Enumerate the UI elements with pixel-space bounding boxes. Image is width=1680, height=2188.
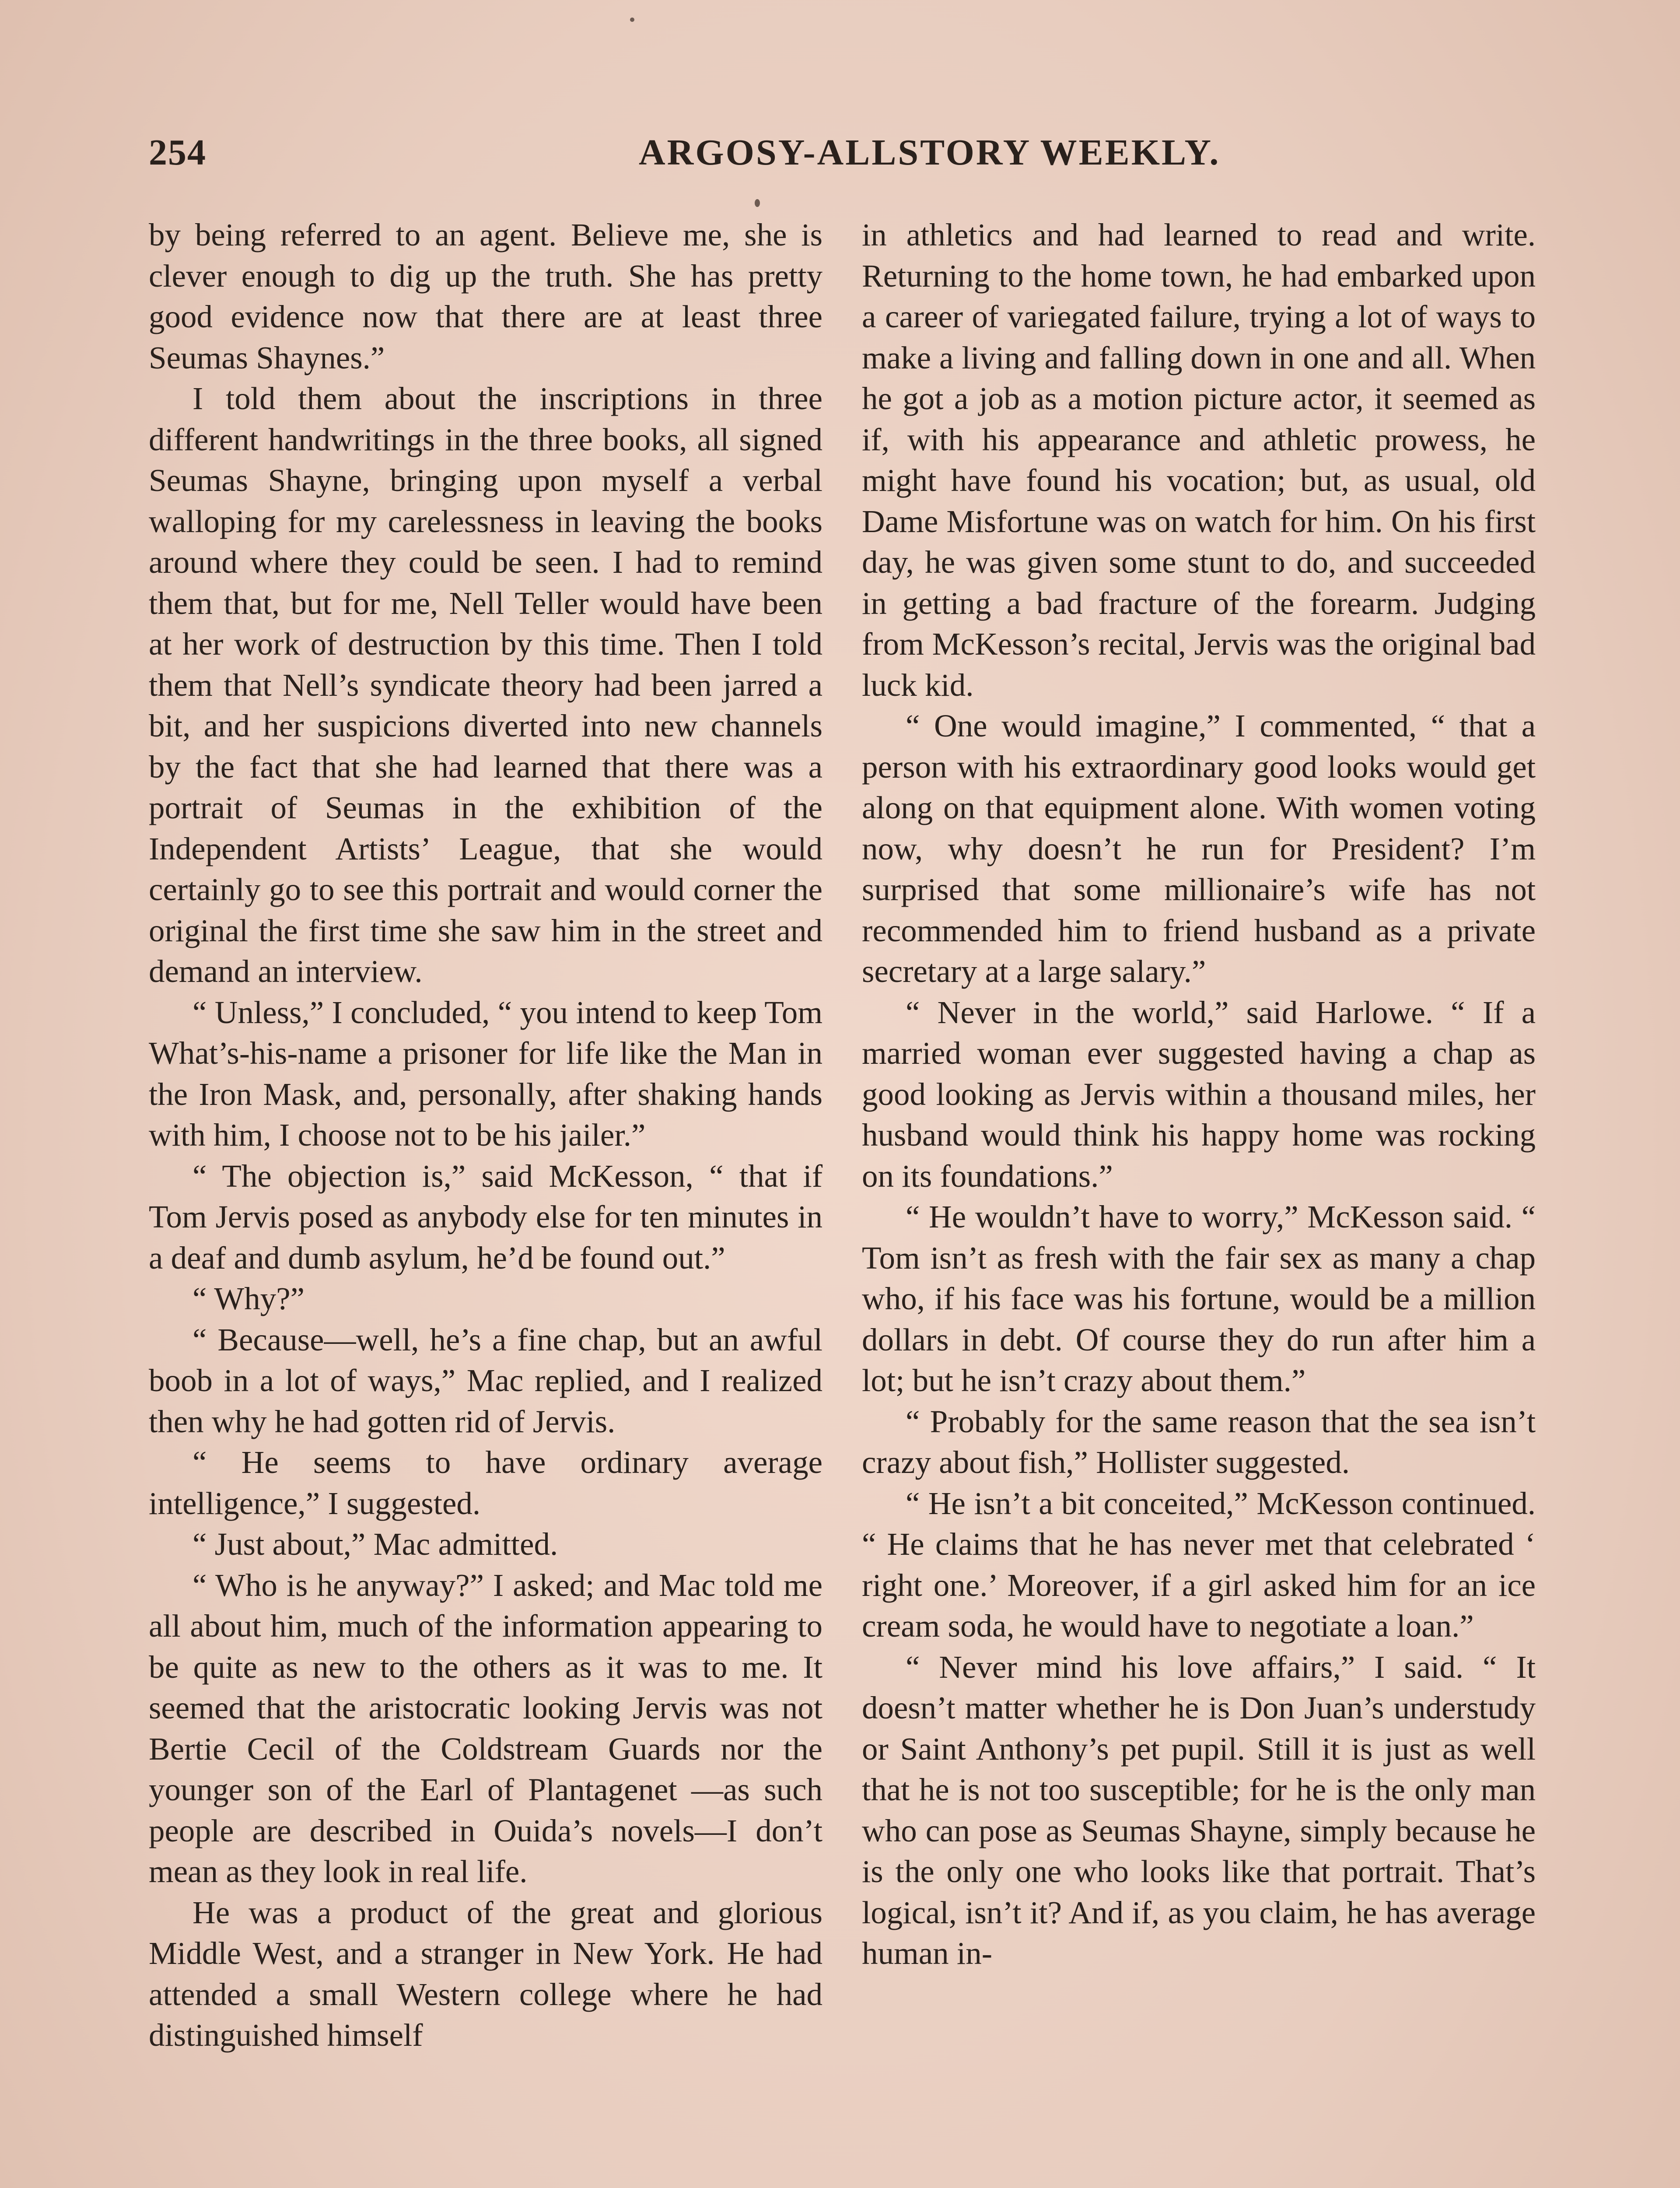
paragraph: “ Never in the world,” said Harlowe. “ If a married woman ever suggested having a chap as good looking as Jervis within a thousand miles, her husband would think his happy home was rocking on its foundations.” xyxy=(862,994,1536,1194)
right-column xyxy=(862,214,1536,1974)
left-column xyxy=(149,214,822,2056)
print-speck xyxy=(630,18,634,22)
print-speck xyxy=(755,199,760,207)
paragraph: “ Probably for the same reason that the sea isn’t crazy about fish,” Hollister suggested. xyxy=(862,1403,1536,1480)
paragraph: “ Who is he anyway?” I asked; and Mac told me all about him, much of the information appearing to be quite as new to the others as it was to me. It seemed that the aristocratic looking Jervis was not Bertie Cecil of the Coldstream Guards nor the younger son of the Earl of Plantagenet —as such people are described in Ouida’s novels—I don’t mean as they look in real life. xyxy=(149,1567,822,1889)
paragraph: “ Why?” xyxy=(192,1281,305,1316)
page-number: 254 xyxy=(149,132,206,173)
paragraph: “ Because—well, he’s a fine chap, but an awful boob in a lot of ways,” Mac replied, and I realized then why he had gotten rid of Jervis. xyxy=(149,1322,822,1439)
paragraph: in athletics and had learned to read and write. Returning to the home town, he had embarked upon a career of variegated failure, trying a lot of ways to make a living and falling down in one and all. When he got a job as a motion picture actor, it seemed as if, with his appearance and athletic prowess, he might have found his vocation; but, as usual, old Dame Misfortune was on watch for him. On his first day, he was given some stunt to do, and succeeded in getting a bad fracture of the forearm. Judging from McKesson’s recital, Jervis was the original bad luck kid. xyxy=(862,217,1536,703)
paragraph: He was a product of the great and glorious Middle West, and a stranger in New York. He had attended a small Western college where he had distinguished himself xyxy=(149,1894,822,2053)
paragraph: “ He isn’t a bit conceited,” McKesson continued. “ He claims that he has never met that celebrated ‘ right one.’ Moreover, if a girl asked him for an ice cream soda, he would have to negotiate a loan.” xyxy=(862,1485,1536,1644)
running-head: ARGOSY-ALLSTORY WEEKLY. xyxy=(639,132,1221,173)
paragraph: “ Unless,” I concluded, “ you intend to keep Tom What’s-his-name a prisoner for life like the Man in the Iron Mask, and, personally, after shaking hands with him, I choose not to be his jailer.” xyxy=(149,994,822,1153)
paragraph: “ Just about,” Mac admitted. xyxy=(192,1526,558,1562)
paragraph: “ Never mind his love affairs,” I said. “ It doesn’t matter whether he is Don Juan’s understudy or Saint Anthony’s pet pupil. Still it is just as well that he is not too susceptible; for he is the only man who can pose as Seumas Shayne, simply because he is the only one who looks like that portrait. That’s logical, isn’t it? And if, as you claim, he has average human in- xyxy=(862,1649,1536,1971)
paragraph: I told them about the inscriptions in three different handwritings in the three books, all signed Seumas Shayne, bringing upon myself a verbal walloping for my carelessness in leaving the books around where they could be seen. I had to remind them that, but for me, Nell Teller would have been at her work of destruction by this time. Then I told them that Nell’s syndicate theory had been jarred a bit, and her suspicions diverted into new channels by the fact that she had learned that there was a portrait of Seumas in the exhibition of the Independent Artists’ League, that she would certainly go to see this portrait and would corner the original the first time she saw him in the street and demand an interview. xyxy=(149,381,822,989)
paragraph: by being referred to an agent. Believe me, she is clever enough to dig up the truth. She has pretty good evidence now that there are at least three Seumas Shaynes.” xyxy=(149,217,822,375)
paragraph: “ The objection is,” said McKesson, “ that if Tom Jervis posed as anybody else for ten minutes in a deaf and dumb asylum, he’d be found out.” xyxy=(149,1158,822,1276)
page-header xyxy=(149,131,1540,179)
paragraph: “ He wouldn’t have to worry,” McKesson said. “ Tom isn’t as fresh with the fair sex as many a chap who, if his face was his fortune, would be a million dollars in debt. Of course they do run after him a lot; but he isn’t crazy about them.” xyxy=(862,1199,1536,1398)
paragraph: “ He seems to have ordinary average intelligence,” I suggested. xyxy=(149,1445,822,1521)
paragraph: “ One would imagine,” I commented, “ that a person with his extraordinary good looks would get along on that equipment alone. With women voting now, why doesn’t he run for President? I’m surprised that some millionaire’s wife has not recommended him to friend husband as a private secretary at a large salary.” xyxy=(862,708,1536,989)
